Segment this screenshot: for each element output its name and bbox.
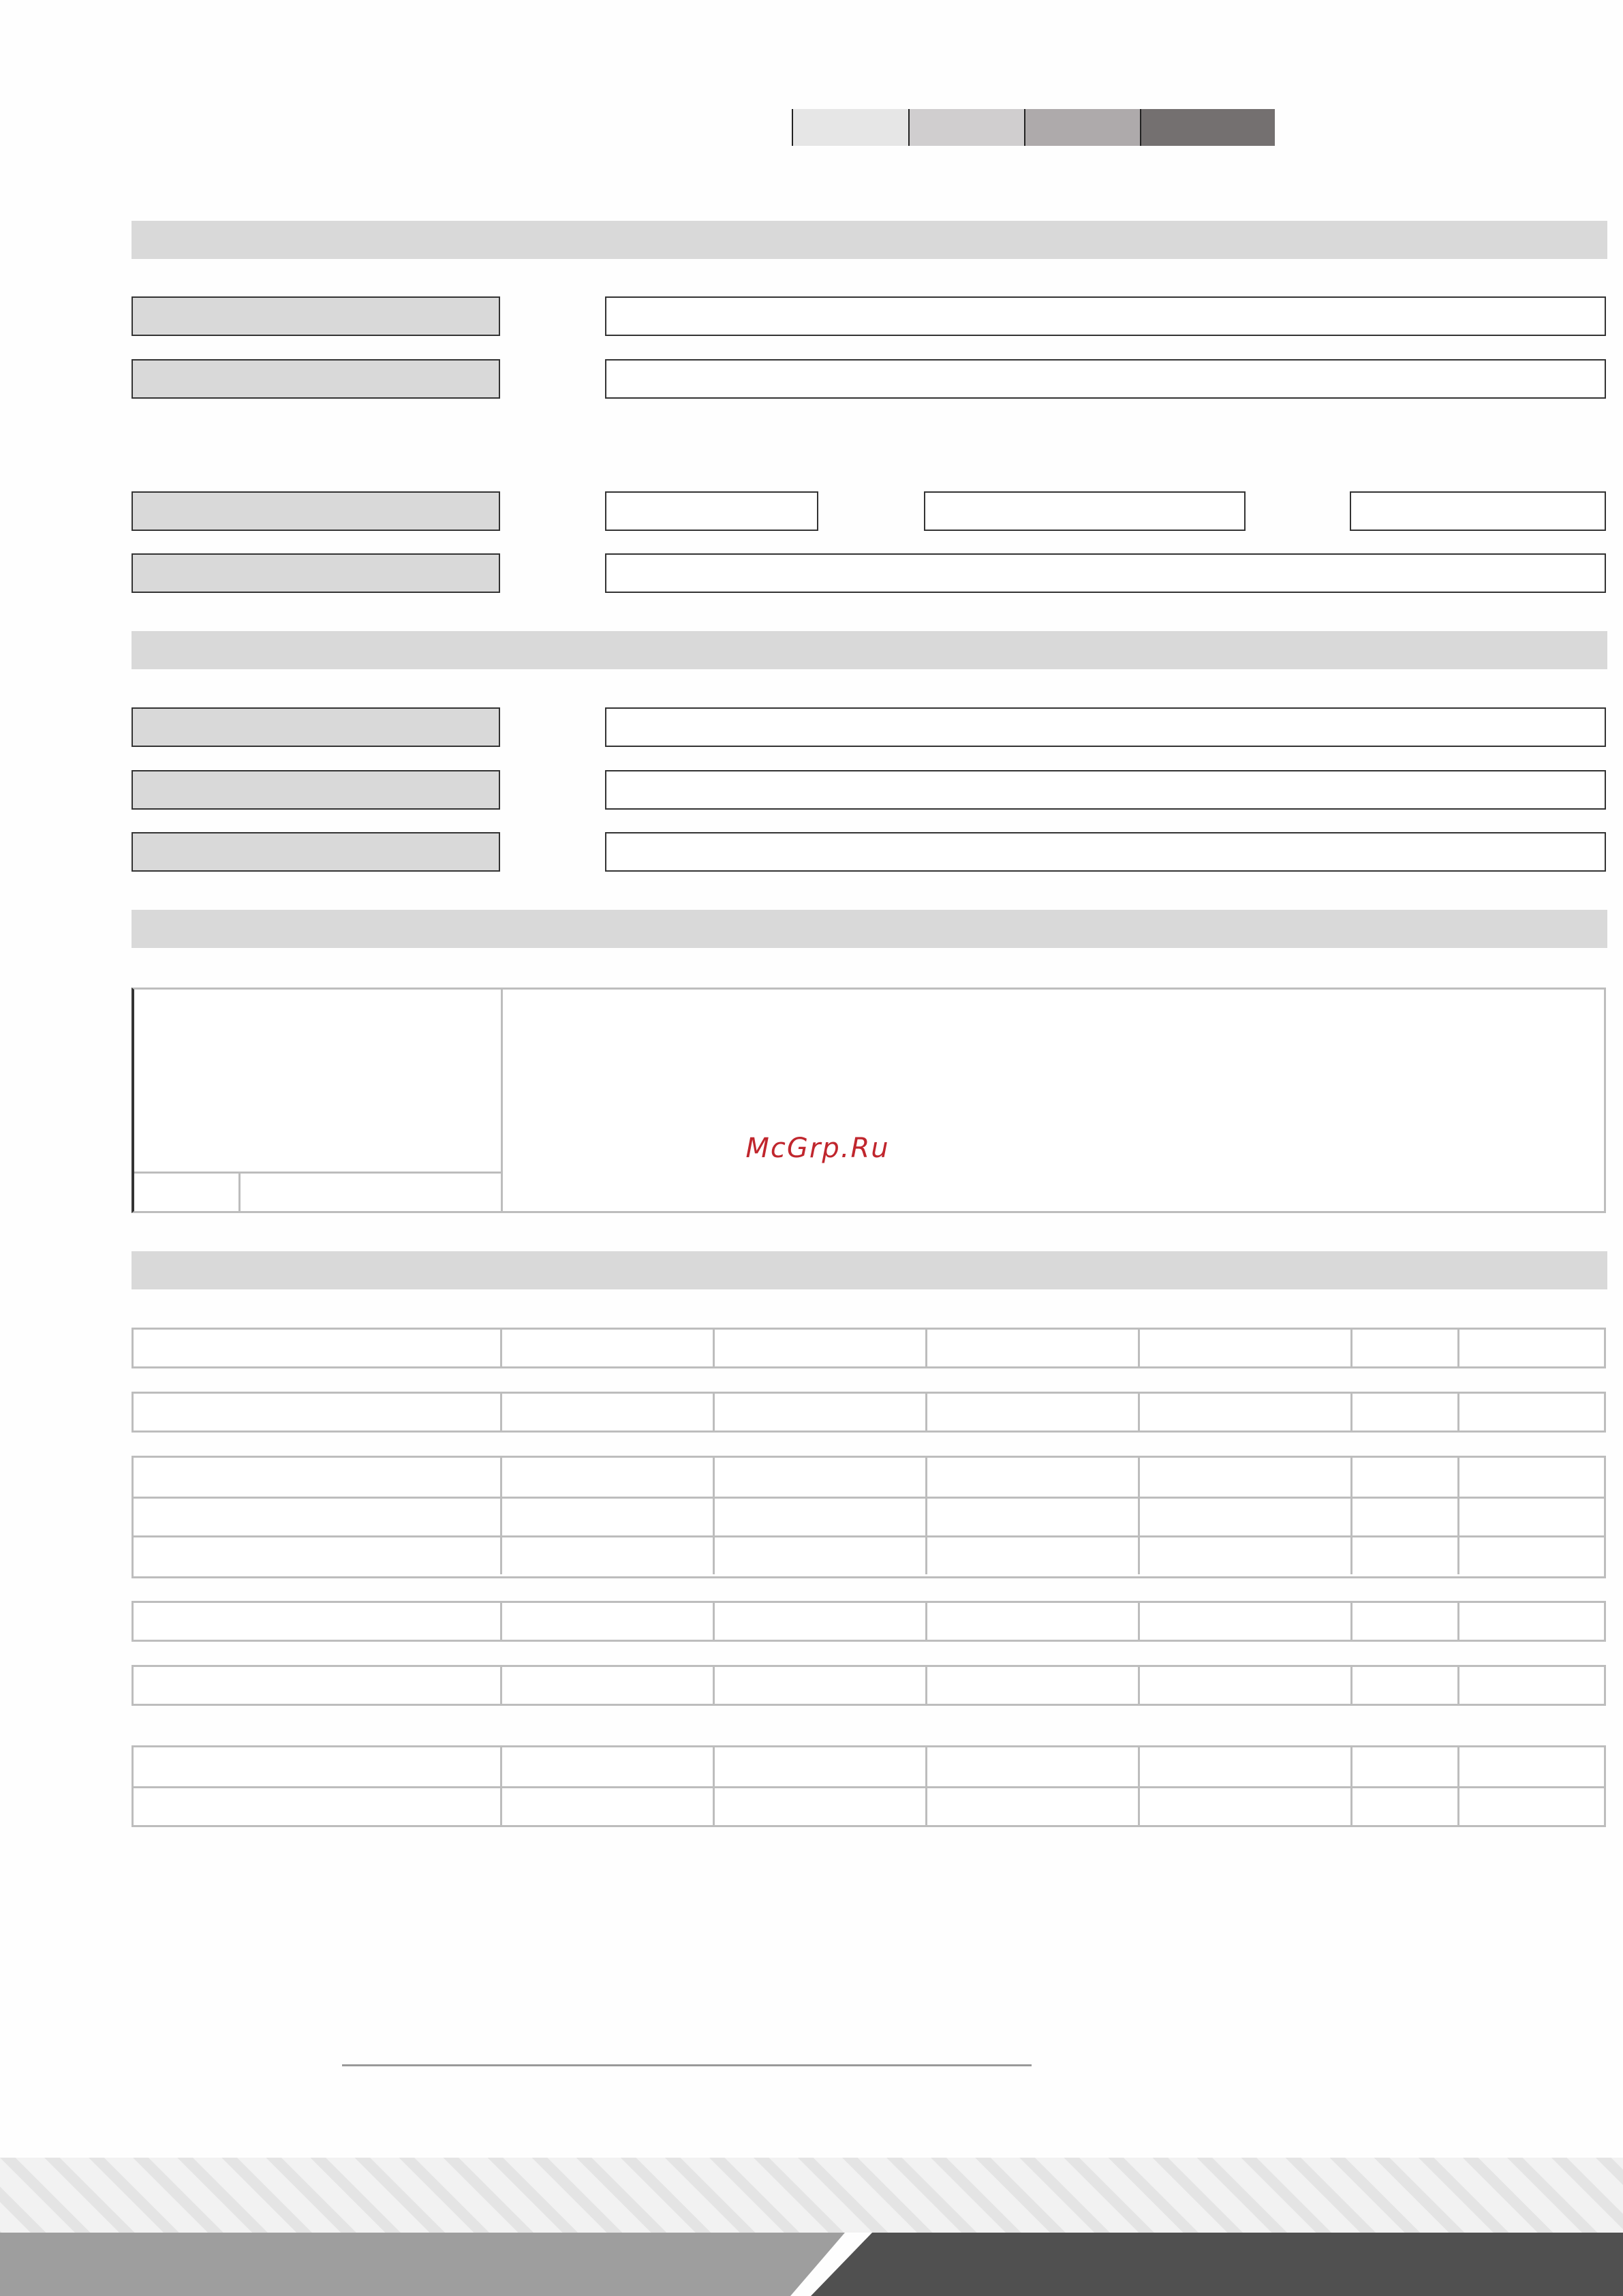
field-label-5: [132, 707, 500, 747]
field-input-5[interactable]: [605, 707, 1606, 747]
field-label-4: [132, 553, 500, 593]
table-group: [132, 1456, 1606, 1578]
field-input-4[interactable]: [605, 553, 1606, 593]
field-input-2[interactable]: [605, 359, 1606, 399]
section-4-header: [132, 1251, 1607, 1289]
table-row: [132, 1328, 1606, 1368]
signature-line: [342, 2064, 1032, 2066]
section-3-header: [132, 910, 1607, 948]
swatch-light: [792, 109, 909, 146]
field-label-1: [132, 296, 500, 336]
section-1-header: [132, 221, 1607, 259]
notes-text-area[interactable]: [503, 990, 1604, 1211]
table-row: [132, 1665, 1606, 1706]
notes-panel: [132, 988, 1606, 1213]
footer-band-light: [0, 2233, 845, 2296]
field-label-6: [132, 770, 500, 810]
field-input-3b[interactable]: [924, 491, 1246, 531]
swatch-mid: [1024, 109, 1141, 146]
field-label-7: [132, 832, 500, 872]
field-label-3: [132, 491, 500, 531]
table-group: [132, 1745, 1606, 1827]
section-2-header: [132, 631, 1607, 669]
field-input-6[interactable]: [605, 770, 1606, 810]
watermark-text: McGrp.Ru: [745, 1133, 890, 1164]
table-row: [132, 1392, 1606, 1433]
notes-left-column: [134, 990, 503, 1211]
swatch-light-mid: [908, 109, 1025, 146]
footer-decoration: [0, 2158, 1623, 2296]
field-input-3c[interactable]: [1350, 491, 1606, 531]
field-label-2: [132, 359, 500, 399]
notes-left-footer: [134, 1172, 501, 1211]
notes-left-footer-cell: [134, 1174, 241, 1211]
table-row: [132, 1601, 1606, 1642]
field-input-7[interactable]: [605, 832, 1606, 872]
field-input-3a[interactable]: [605, 491, 818, 531]
swatch-dark: [1140, 109, 1275, 146]
field-input-1[interactable]: [605, 296, 1606, 336]
footer-band-dark: [811, 2233, 1623, 2296]
